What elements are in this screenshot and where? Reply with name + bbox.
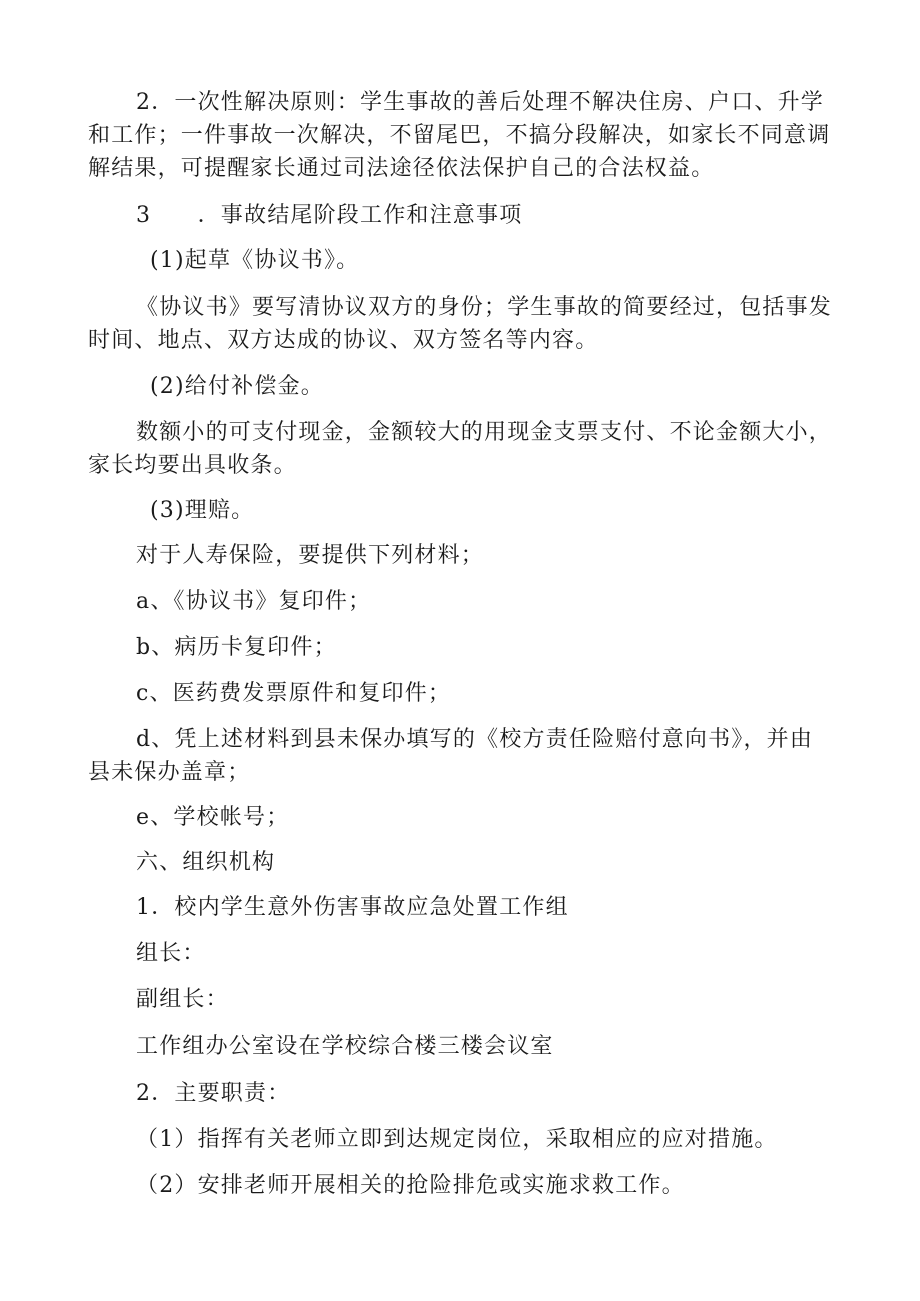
sub-heading: (2)给付补偿金。 [150, 374, 324, 399]
paragraph-line: 数额小的可支付现金，金额较大的用现金支票支付、不论金额大小， [136, 420, 833, 445]
list-item: 县未保办盖章； [88, 760, 251, 785]
section-heading: 1．校内学生意外伤害事故应急处置工作组 [136, 895, 569, 920]
section-heading: 3 ．事故结尾阶段工作和注意事项 [136, 203, 523, 228]
list-item: b、病历卡复印件； [136, 635, 337, 660]
paragraph-line: 2．一次性解决原则：学生事故的善后处理不解决住房、户口、升学 [136, 90, 824, 115]
paragraph-line: 工作组办公室设在学校综合楼三楼会议室 [136, 1034, 554, 1059]
sub-heading: (1)起草《协议书》。 [150, 248, 360, 273]
paragraph-line: 和工作；一件事故一次解决，不留尾巴，不搞分段解决，如家长不同意调 [88, 123, 831, 148]
paragraph-line: 家长均要出具收条。 [88, 453, 297, 478]
section-heading: 2．主要职责： [136, 1081, 291, 1106]
list-item: （1）指挥有关老师立即到达规定岗位，采取相应的应对措施。 [136, 1127, 778, 1152]
paragraph-line: 组长： [136, 941, 206, 966]
list-item: d、凭上述材料到县未保办填写的《校方责任险赔付意向书》，并由 [136, 727, 814, 752]
paragraph-line: 《协议书》要写清协议双方的身份；学生事故的简要经过，包括事发 [136, 295, 833, 320]
section-heading: 六、组织机构 [136, 850, 276, 875]
list-item: a、《协议书》复印件； [136, 589, 372, 614]
paragraph-line: 副组长： [136, 987, 229, 1012]
list-item: e、学校帐号； [136, 805, 290, 830]
sub-heading: (3)理赔。 [150, 498, 255, 523]
paragraph-line: 时间、地点、双方达成的协议、双方签名等内容。 [88, 328, 599, 353]
list-item: c、医药费发票原件和复印件； [136, 681, 452, 706]
paragraph-line: 对于人寿保险，要提供下列材料； [136, 543, 485, 568]
paragraph-line: 解结果，可提醒家长通过司法途径依法保护自己的合法权益。 [88, 156, 715, 181]
list-item: （2）安排老师开展相关的抢险排危或实施求救工作。 [136, 1173, 685, 1198]
